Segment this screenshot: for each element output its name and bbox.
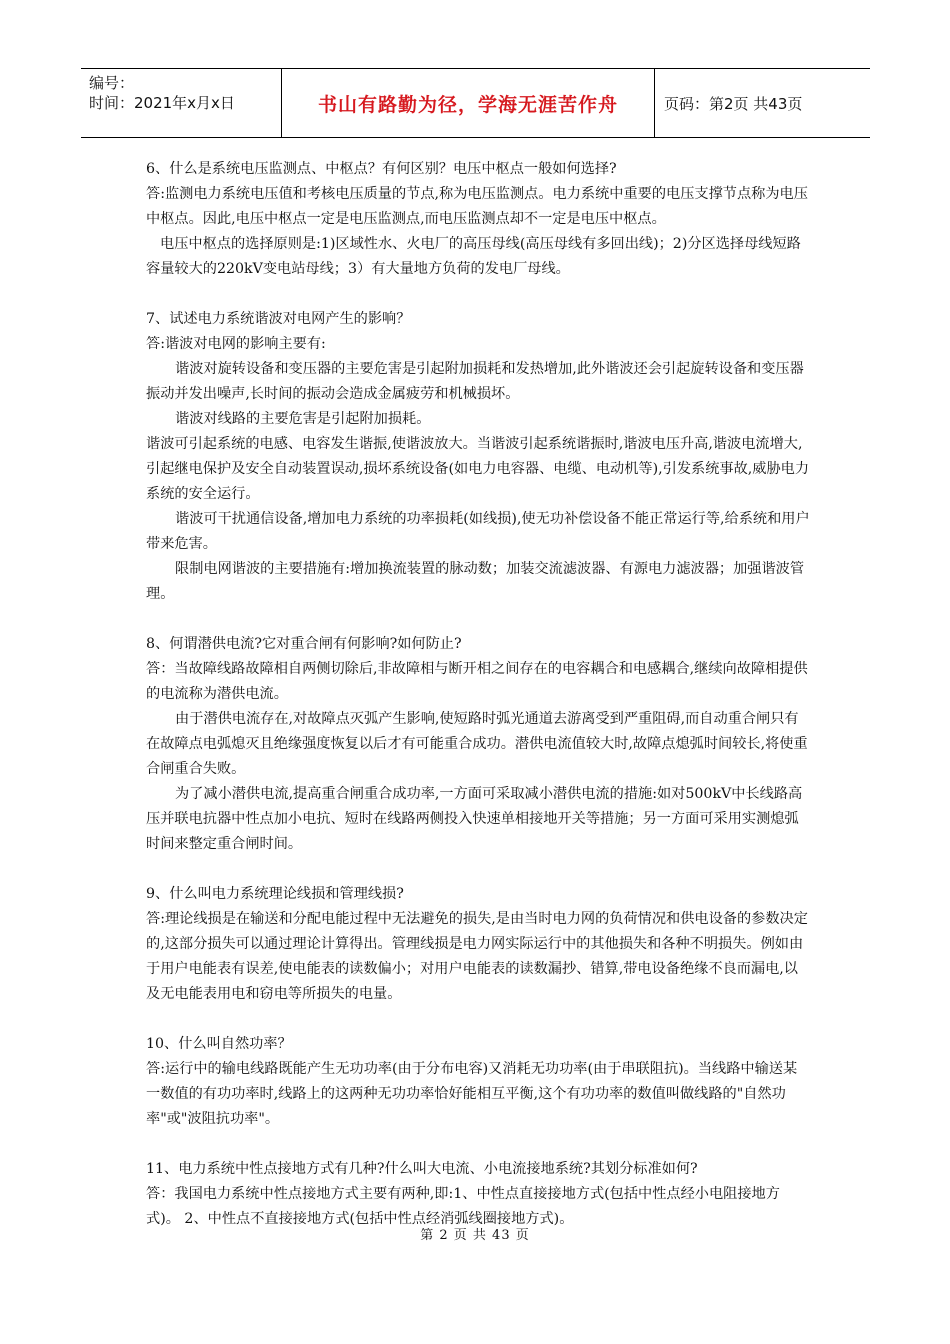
- section-title: 11、电力系统中性点接地方式有几种?什么叫大电流、小电流接地系统?其划分标准如何?: [146, 1161, 698, 1177]
- document-body: [146, 157, 811, 1232]
- header-motto: 书山有路勤为径，学海无涯苦作舟: [282, 69, 655, 137]
- section-title: 7、试述电力系统谐波对电网产生的影响？: [146, 311, 411, 327]
- page-footer: 第 2 页 共 43 页: [420, 1228, 530, 1243]
- header-meta: [81, 69, 282, 137]
- paragraph: 答:监测电力系统电压值和考核电压质量的节点,称为电压监测点。电力系统中重要的电压支撑节点称为电压中枢点。因此,电压中枢点一定是电压监测点,而电压监测点却不一定是电压中枢点。: [146, 186, 808, 227]
- paragraph: 谐波可干扰通信设备,增加电力系统的功率损耗(如线损),使无功补偿设备不能正常运行等,给系统和用户带来危害。: [146, 511, 810, 552]
- header-page-info: 页码：第2页 共43页: [664, 94, 803, 113]
- section-title: 9、什么叫电力系统理论线损和管理线损?: [146, 886, 404, 902]
- section-title: 6、什么是系统电压监测点、中枢点？有何区别？电压中枢点一般如何选择?: [146, 161, 617, 177]
- section-title: 10、什么叫自然功率？: [146, 1036, 292, 1052]
- paragraph: 答:谐波对电网的影响主要有:: [146, 336, 326, 352]
- paragraph: 答：我国电力系统中性点接地方式主要有两种,即:1、中性点直接接地方式(包括中性点经小电阻接地方式)。 2、中性点不直接接地方式(包括中性点经消弧线圈接地方式)。: [146, 1186, 780, 1227]
- header-number-label: 编号：: [89, 74, 135, 92]
- paragraph: 谐波对线路的主要危害是引起附加损耗。: [175, 411, 431, 427]
- header-date-label: 时间：2021年x月x日: [89, 94, 235, 112]
- paragraph: 为了减小潜供电流,提高重合闸重合成功率,一方面可采取减小潜供电流的措施:如对500kV中长线路高压并联电抗器中性点加小电抗、短时在线路两侧投入快速单相接地开关等措施；另一方面可采用实测熄弧时间来整定重合闸时间。: [146, 786, 803, 852]
- section-title: 8、何谓潜供电流?它对重合闸有何影响?如何防止?: [146, 636, 462, 652]
- paragraph: 答：当故障线路故障相自两侧切除后,非故障相与断开相之间存在的电容耦合和电感耦合,继续向故障相提供的电流称为潜供电流。: [146, 661, 808, 702]
- paragraph: 谐波对旋转设备和变压器的主要危害是引起附加损耗和发热增加,此外谐波还会引起旋转设备和变压器振动并发出噪声,长时间的振动会造成金属疲劳和机械损坏。: [146, 361, 804, 402]
- paragraph: 由于潜供电流存在,对故障点灭弧产生影响,使短路时弧光通道去游离受到严重阻碍,而自动重合闸只有在故障点电弧熄灭且绝缘强度恢复以后才有可能重合成功。潜供电流值较大时,故障点熄弧时间较长,将使重合闸重合失败。: [146, 711, 808, 777]
- page-header: [81, 68, 870, 138]
- paragraph: 答:理论线损是在输送和分配电能过程中无法避免的损失,是由当时电力网的负荷情况和供电设备的参数决定的,这部分损失可以通过理论计算得出。管理线损是电力网实际运行中的其他损失和各种不明损失。例如由于用户电能表有误差,使电能表的读数偏小；对用户电能表的读数漏抄、错算,带电设备绝缘不良而漏电,以及无电能表用电和窃电等所损失的电量。: [146, 911, 808, 1002]
- paragraph: 限制电网谐波的主要措施有:增加换流装置的脉动数；加装交流滤波器、有源电力滤波器；加强谐波管理。: [146, 561, 805, 602]
- paragraph: 答:运行中的输电线路既能产生无功功率(由于分布电容)又消耗无功功率(由于串联阻抗)。当线路中输送某一数值的有功功率时,线路上的这两种无功功率恰好能相互平衡,这个有功功率的数值叫做线路的"自然功率"或"波阻抗功率"。: [146, 1061, 798, 1127]
- paragraph: 谐波可引起系统的电感、电容发生谐振,使谐波放大。当谐波引起系统谐振时,谐波电压升高,谐波电流增大,引起继电保护及安全自动装置误动,损坏系统设备(如电力电容器、电缆、电动机等),引发系统事故,威胁电力系统的安全运行。: [146, 436, 810, 502]
- paragraph: 电压中枢点的选择原则是:1)区域性水、火电厂的高压母线(高压母线有多回出线)；2)分区选择母线短路容量较大的220kV变电站母线；3）有大量地方负荷的发电厂母线。: [146, 236, 801, 277]
